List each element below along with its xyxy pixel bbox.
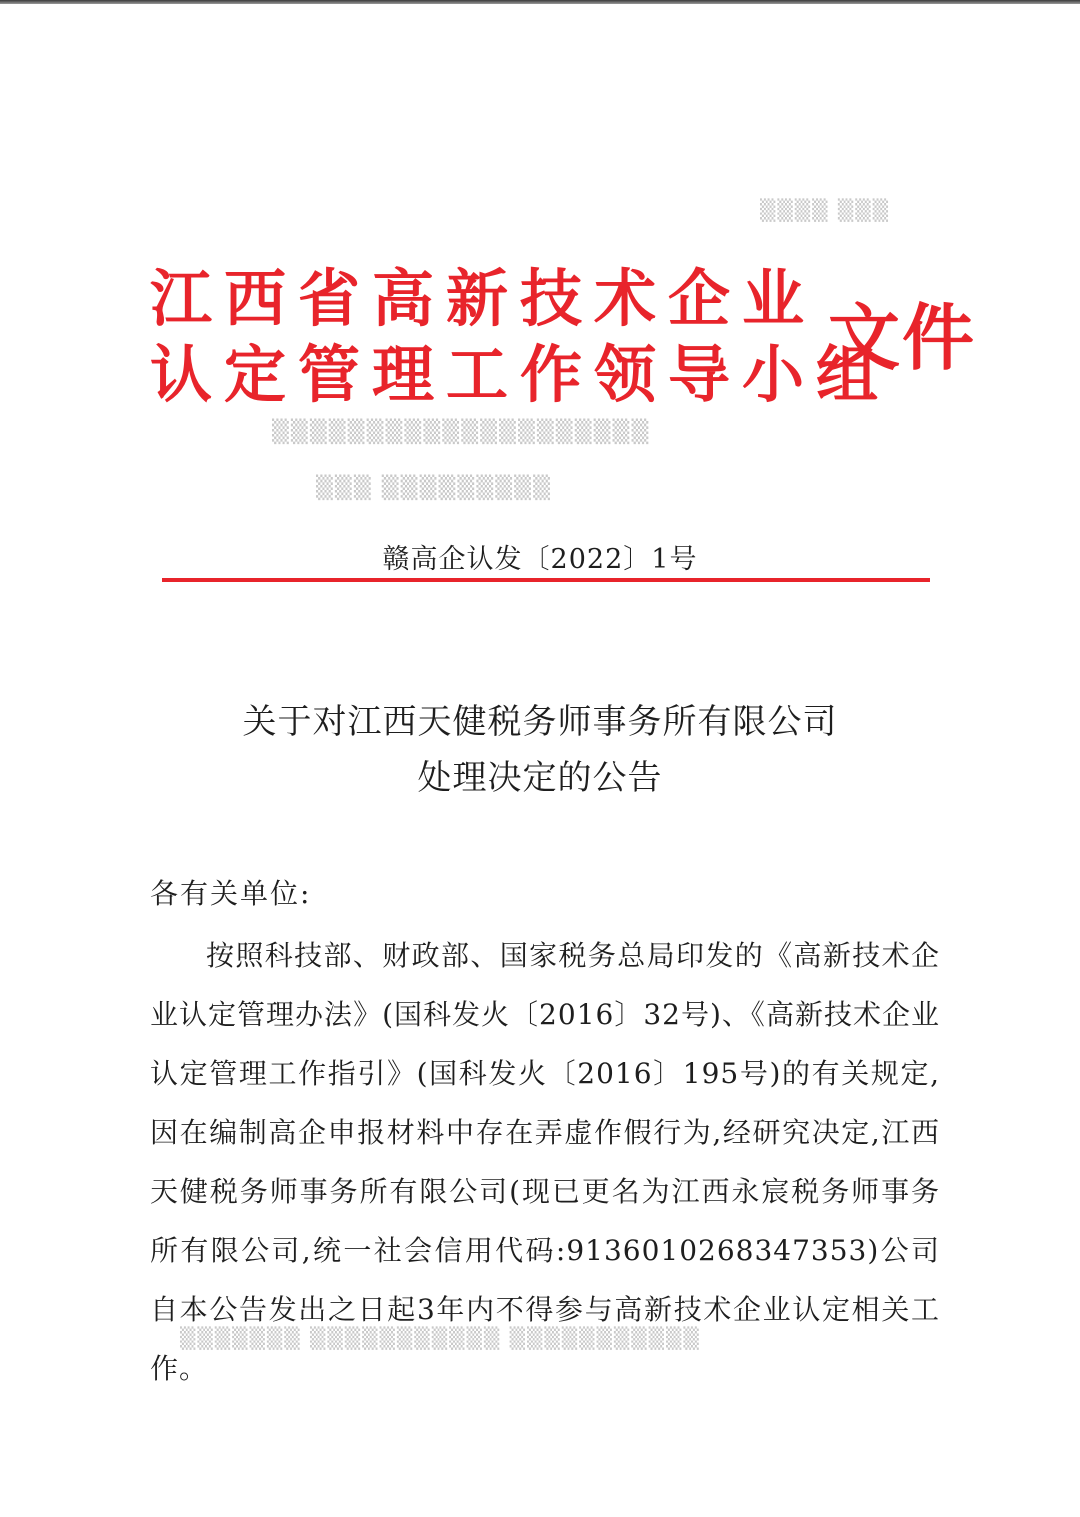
show-through-text: ▒▒▒ ▒▒▒▒▒▒▒▒▒ bbox=[316, 476, 553, 501]
document-header-suffix: 文件 bbox=[828, 296, 977, 380]
show-through-text: ▒▒▒▒▒▒▒ ▒▒▒▒▒▒▒▒▒▒▒ ▒▒▒▒▒▒▒▒▒▒▒ bbox=[180, 1326, 701, 1350]
notice-title-line-2: 处理决定的公告 bbox=[417, 758, 663, 798]
document-number: 赣高企认发〔2022〕1号 bbox=[382, 544, 698, 575]
show-through-text: ▒▒▒▒▒▒▒▒▒▒▒▒▒▒▒▒▒▒▒▒ bbox=[272, 420, 651, 445]
red-divider-line bbox=[162, 578, 930, 582]
show-through-text: ▒▒▒▒ ▒▒▒ bbox=[760, 198, 891, 222]
document-header bbox=[150, 262, 977, 422]
notice-body-paragraph: 按照科技部、财政部、国家税务总局印发的《高新技术企业认定管理办法》(国科发火〔2016〕32号)、《高新技术企业认定管理工作指引》(国科发火〔2016〕195号)的有关规定,因在编制高企申报材料中存在弄虚作假行为,经研究决定,江西天健税务师事务所有限公司(现已更名为江西永宸税务师事务所有限公司,统一社会信用代码:9136010268347353)公司自本公告发出之日起3年内不得参与高新技术企业认定相关工作。 bbox=[150, 939, 940, 1385]
scan-top-edge bbox=[0, 0, 1080, 4]
issuing-org-line-2: 认定管理工作领导小组 bbox=[150, 338, 891, 411]
notice-title-line-1: 关于对江西天健税务师事务所有限公司 bbox=[242, 702, 838, 742]
salutation: 各有关单位: bbox=[150, 877, 312, 910]
issuing-org-line-1: 江西省高新技术企业 bbox=[150, 262, 817, 335]
